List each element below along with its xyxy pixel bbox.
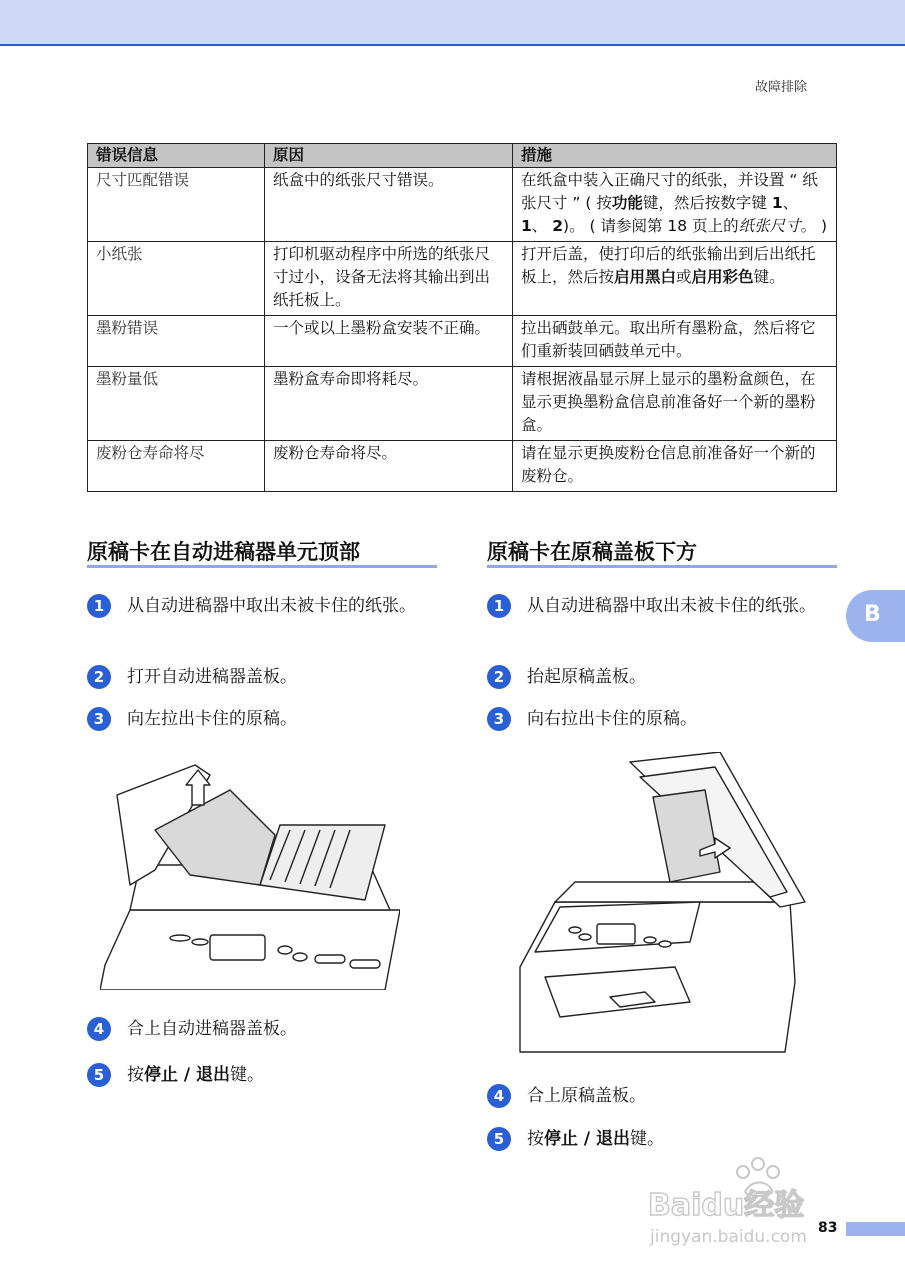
key-name: 停止 / 退出 (144, 1065, 231, 1085)
step-text: 从自动进稿器中取出未被卡住的纸张。 (527, 596, 816, 616)
key-name: 启用黑白 (614, 268, 677, 286)
step-number: 2 (487, 665, 511, 689)
adf-jam-illustration (100, 760, 400, 990)
cause-cell: 打印机驱动程序中所选的纸张尺寸过小，设备无法将其输出到出纸托板上。 (265, 242, 513, 316)
step-item (487, 1082, 832, 1110)
cross-reference: 纸张尺寸 (738, 217, 801, 235)
step-item (487, 705, 832, 733)
column-header-cause: 原因 (265, 144, 513, 168)
step-item (87, 1015, 427, 1043)
column-header-action: 措施 (513, 144, 837, 168)
cause-cell: 墨粉盒寿命即将耗尽。 (265, 367, 513, 441)
key-name: 停止 / 退出 (544, 1129, 631, 1149)
step-text: 按停止 / 退出键。 (127, 1065, 265, 1085)
step-text: 按停止 / 退出键。 (527, 1129, 665, 1149)
table-row (88, 316, 837, 367)
table-row (88, 441, 837, 492)
error-message-table (87, 143, 837, 492)
step-text: 抬起原稿盖板。 (527, 667, 646, 687)
key-name: 功能 (611, 194, 643, 212)
column-header-error: 错误信息 (88, 144, 265, 168)
step-text: 合上自动进稿器盖板。 (127, 1019, 297, 1039)
table-header-row (88, 144, 837, 168)
page-number: 83 (818, 1220, 838, 1236)
cover-jam-illustration (515, 752, 810, 1054)
step-item (87, 1061, 427, 1089)
cause-cell: 废粉仓寿命将尽。 (265, 441, 513, 492)
key-name: 1 (771, 194, 783, 212)
step-text: 合上原稿盖板。 (527, 1086, 646, 1106)
step-item (87, 592, 427, 620)
action-cell: 请根据液晶显示屏上显示的墨粉盒颜色，在显示更换墨粉盒信息前准备好一个新的墨粉盒。 (513, 367, 837, 441)
step-item (487, 592, 832, 620)
key-name: 1 (521, 217, 532, 235)
key-name: 启用彩色 (691, 268, 754, 286)
table-row (88, 367, 837, 441)
step-text: 打开自动进稿器盖板。 (127, 667, 297, 687)
error-message-cell: 尺寸匹配错误 (88, 168, 265, 242)
step-number: 2 (87, 665, 111, 689)
step-item (487, 663, 832, 691)
cause-cell: 纸盒中的纸张尺寸错误。 (265, 168, 513, 242)
page-number-bar (846, 1222, 905, 1236)
step-item (487, 1125, 832, 1153)
action-cell: 拉出硒鼓单元。取出所有墨粉盒，然后将它们重新装回硒鼓单元中。 (513, 316, 837, 367)
step-number: 5 (87, 1063, 111, 1087)
action-cell: 请在显示更换废粉仓信息前准备好一个新的废粉仓。 (513, 441, 837, 492)
error-message-cell: 墨粉量低 (88, 367, 265, 441)
step-text: 向右拉出卡住的原稿。 (527, 709, 697, 729)
step-number: 3 (87, 707, 111, 731)
step-text: 向左拉出卡住的原稿。 (127, 709, 297, 729)
key-name: 2 (552, 217, 564, 235)
step-text: 从自动进稿器中取出未被卡住的纸张。 (127, 596, 416, 616)
watermark-brand: Baidu经验 (648, 1188, 805, 1223)
action-cell: 打开后盖，使打印后的纸张输出到后出纸托板上，然后按启用黑白或启用彩色键。 (513, 242, 837, 316)
step-item (87, 663, 427, 691)
section-title-adf-jam: 原稿卡在自动进稿器单元顶部 (87, 536, 437, 568)
appendix-letter: B (864, 602, 881, 627)
appendix-side-tab (846, 590, 905, 642)
watermark-url: jingyan.baidu.com (650, 1227, 807, 1247)
error-message-cell: 小纸张 (88, 242, 265, 316)
step-number: 3 (487, 707, 511, 731)
cause-cell: 一个或以上墨粉盒安装不正确。 (265, 316, 513, 367)
step-number: 4 (87, 1017, 111, 1041)
action-cell: 在纸盒中装入正确尺寸的纸张，并设置 “ 纸张尺寸 ” ( 按功能键，然后按数字键 1、 1、 2)。 ( 请参阅第 18 页上的纸张尺寸。 ) (513, 168, 837, 242)
top-header-band (0, 0, 905, 46)
step-item (87, 705, 427, 733)
chapter-label: 故障排除 (754, 80, 807, 95)
step-number: 5 (487, 1127, 511, 1151)
table-row (88, 168, 837, 242)
table-row (88, 242, 837, 316)
section-title-cover-jam: 原稿卡在原稿盖板下方 (487, 536, 837, 568)
step-number: 1 (87, 594, 111, 618)
step-number: 1 (487, 594, 511, 618)
error-message-cell: 墨粉错误 (88, 316, 265, 367)
step-number: 4 (487, 1084, 511, 1108)
error-message-cell: 废粉仓寿命将尽 (88, 441, 265, 492)
